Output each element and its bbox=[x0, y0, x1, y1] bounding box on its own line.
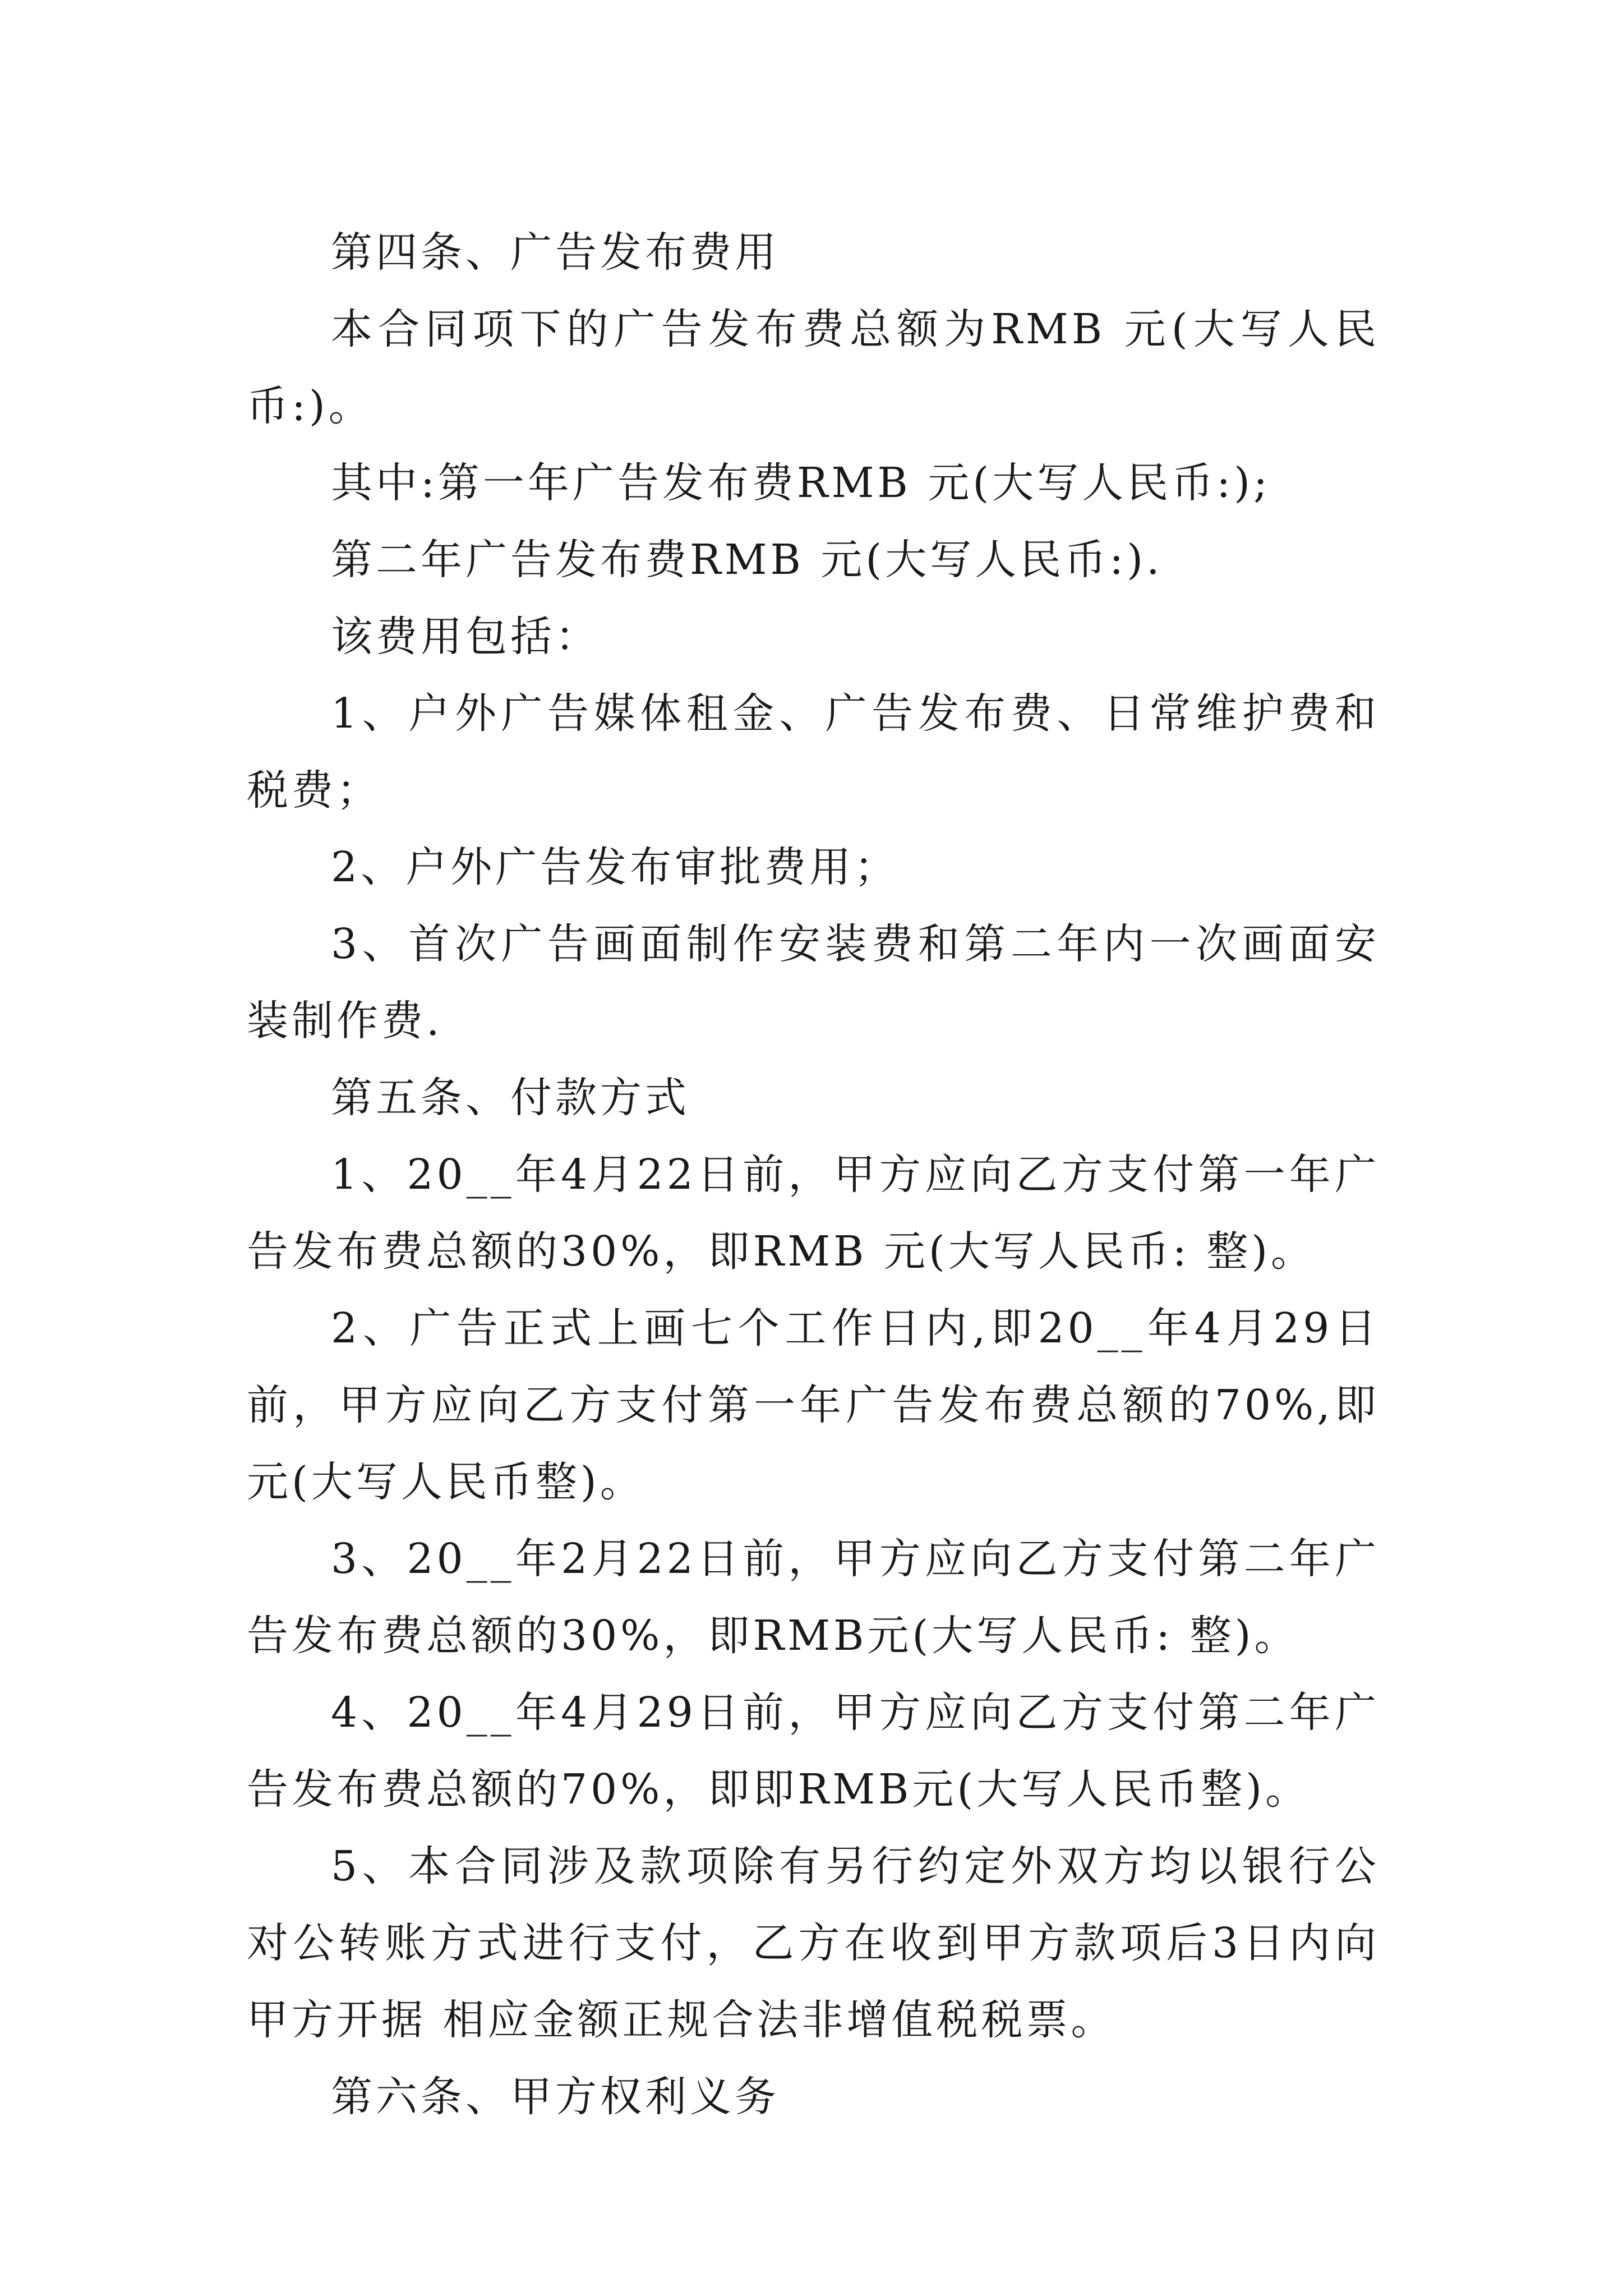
paragraph-total-fee: 本合同项下的广告发布费总额为RMB 元(大写人民币:)。 bbox=[247, 305, 1380, 430]
paragraph-fee-includes: 该费用包括： bbox=[331, 613, 600, 661]
section-heading-article-5: 第五条、付款方式 bbox=[331, 1074, 690, 1122]
list-item-fee-2: 2、户外广告发布审批费用； bbox=[331, 843, 900, 891]
list-item-payment-4: 4、20__年4月29日前，甲方应向乙方支付第二年广告发布费总额的70%，即即RMB元(大写人民币整)。 bbox=[247, 1688, 1380, 1814]
document-body bbox=[247, 214, 1380, 2136]
section-heading-article-4: 第四条、广告发布费用 bbox=[331, 228, 780, 277]
list-item-payment-5: 5、本合同涉及款项除有另行约定外双方均以银行公对公转账方式进行支付，乙方在收到甲方款项后3日内向甲方开据 相应金额正规合法非增值税税票。 bbox=[247, 1842, 1380, 2044]
section-heading-article-6: 第六条、甲方权利义务 bbox=[331, 2073, 780, 2121]
list-item-payment-1: 1、20__年4月22日前，甲方应向乙方支付第一年广告发布费总额的30%，即RMB 元(大写人民币: 整)。 bbox=[247, 1151, 1380, 1276]
list-item-fee-1: 1、户外广告媒体租金、广告发布费、日常维护费和税费； bbox=[247, 689, 1380, 815]
paragraph-first-year-fee: 其中:第一年广告发布费RMB 元(大写人民币:); bbox=[331, 459, 1271, 507]
list-item-payment-3: 3、20__年2月22日前，甲方应向乙方支付第二年广告发布费总额的30%，即RMB元(大写人民币: 整)。 bbox=[247, 1535, 1380, 1660]
list-item-fee-3: 3、首次广告画面制作安装费和第二年内一次画面安装制作费. bbox=[247, 920, 1380, 1045]
list-item-payment-2: 2、广告正式上画七个工作日内,即20__年4月29日前，甲方应向乙方支付第一年广告发布费总额的70%,即元(大写人民币整)。 bbox=[247, 1304, 1380, 1506]
paragraph-second-year-fee: 第二年广告发布费RMB 元(大写人民币:). bbox=[331, 536, 1163, 584]
